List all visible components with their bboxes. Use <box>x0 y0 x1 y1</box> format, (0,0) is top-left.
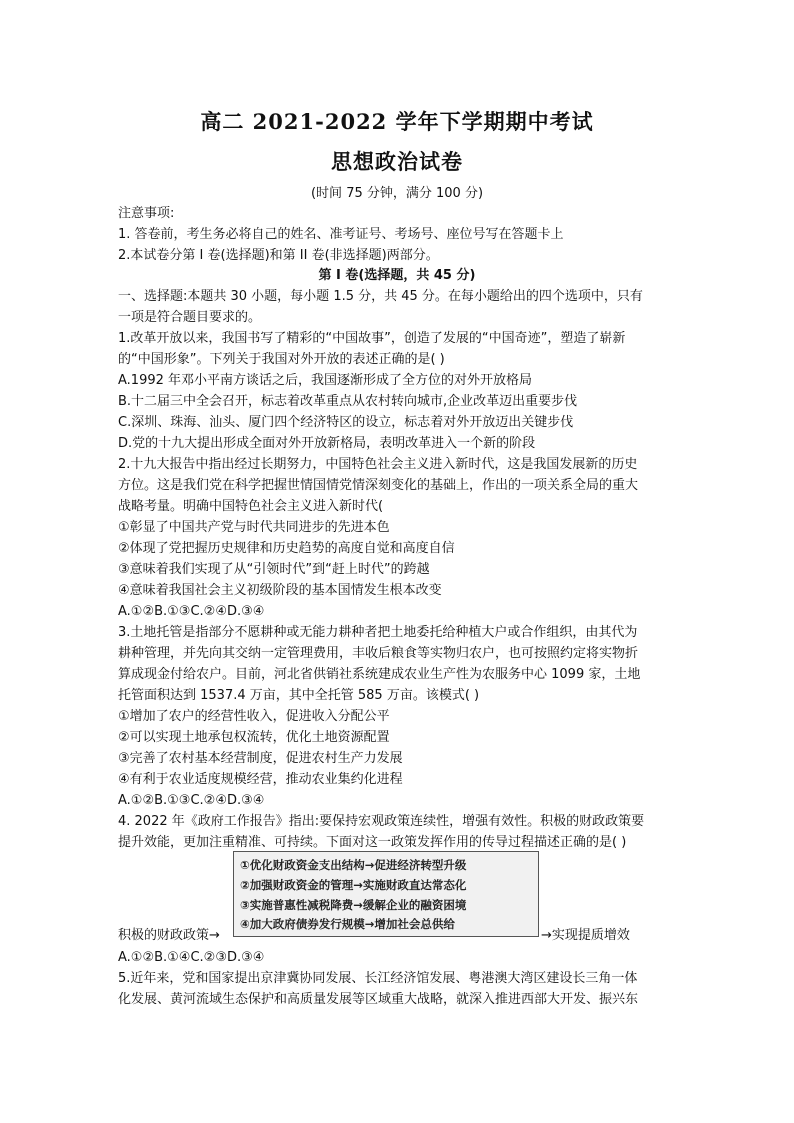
statement-line: ①彰显了中国共产党与时代共同进步的先进本色 <box>118 520 390 535</box>
text-line: 一、选择题:本题共 30 小题，每小题 1.5 分，共 45 分。在每小题给出的四个选项中，只有 <box>118 289 643 304</box>
question-line: 4. 2022 年《政府工作报告》指出:要保持宏观政策连续性，增强有效性。积极的财政政策要 <box>118 814 645 829</box>
diagram-step: ②加强财政资金的管理→实施财政直达常态化 <box>240 878 467 892</box>
notes-heading: 注意事项: <box>118 206 175 221</box>
statement-line: ②体现了党把握历史规律和历史趋势的高度自觉和高度自信 <box>118 541 455 556</box>
question-line: 5.近年来，党和国家提出京津冀协同发展、长江经济馆发展、粤港澳大湾区建设长三角一体 <box>118 971 638 986</box>
exam-title: 高二 2021-2022 学年下学期期中考试 <box>200 109 594 134</box>
question-line: 耕种管理，并先向其交纳一定管理费用，丰收后粮食等实物归农户，也可按照约定将实物折 <box>118 646 639 661</box>
question-line: 方位。这是我们党在科学把握世情国情党情深刻变化的基础上，作出的一项关系全局的重大 <box>118 478 639 493</box>
statement-line: ③完善了农村基本经营制度，促进农村生产力发展 <box>118 751 403 766</box>
answer-options: A.①②B.①③C.②④D.③④ <box>118 604 265 619</box>
statement-line: ①增加了农户的经营性收入，促进收入分配公平 <box>118 709 390 724</box>
question-line: 化发展、黄河流域生态保护和高质量发展等区域重大战略，就深入推进西部大开发、振兴东 <box>118 992 639 1007</box>
question-line: 算成现金付给农户。目前，河北省供销社系统建成农业生产性为农服务中心 1099 家，土地 <box>118 667 641 682</box>
option-line: C.深圳、珠海、汕头、厦门四个经济特区的设立，标志着对外开放迈出关键步伐 <box>118 415 574 430</box>
exam-subject: 思想政治试卷 <box>331 149 463 174</box>
question-line: 托管面积达到 1537.4 万亩，其中全托管 585 万亩。该模式( ) <box>118 688 480 703</box>
question-line: 3.土地托管是指部分不愿耕种或无能力耕种者把土地委托给种植大户或合作组织，由其代为 <box>118 625 638 640</box>
note-line: 2.本试卷分第 I 卷(选择题)和第 II 卷(非选择题)两部分。 <box>118 248 439 263</box>
option-line: A.1992 年邓小平南方谈话之后，我国逐渐形成了全方位的对外开放格局 <box>118 373 533 388</box>
section-title: 第 I 卷(选择题，共 45 分) <box>318 268 476 283</box>
diagram-left-label: 积极的财政政策→ <box>118 928 220 943</box>
answer-options: A.①②B.①④C.②③D.③④ <box>118 950 265 965</box>
statement-line: ③意味着我们实现了从“引领时代”到“赶上时代”的跨越 <box>118 562 430 577</box>
option-line: B.十二届三中全会召开，标志着改革重点从农村转向城市,企业改革迈出重要步伐 <box>118 394 578 409</box>
option-line: D.党的十九大提出形成全面对外开放新格局，表明改革进入一个新的阶段 <box>118 436 536 451</box>
text-line: 一项是符合题目要求的。 <box>118 310 262 325</box>
statement-line: ④有利于农业适度规模经营，推动农业集约化进程 <box>118 772 403 787</box>
statement-line: ②可以实现土地承包权流转，优化土地资源配置 <box>118 730 390 745</box>
question-line: 的“中国形象”。下列关于我国对外开放的表述正确的是( ) <box>118 352 445 367</box>
question-line: 1.改革开放以来，我国书写了精彩的“中国故事”，创造了发展的“中国奇迹”，塑造了崭新 <box>118 331 626 346</box>
question-line: 战略考量。明确中国特色社会主义进入新时代( <box>118 499 384 514</box>
answer-options: A.①②B.①③C.②④D.③④ <box>118 793 265 808</box>
note-line: 1. 答卷前，考生务必将自己的姓名、准考证号、考场号、座位号写在答题卡上 <box>118 227 564 242</box>
time-note: (时间 75 分钟，满分 100 分) <box>310 186 484 201</box>
diagram-step: ③实施普惠性减税降费→缓解企业的融资困境 <box>240 898 467 912</box>
diagram-step: ①优化财政资金支出结构→促进经济转型升级 <box>240 858 467 872</box>
statement-line: ④意味着我国社会主义初级阶段的基本国情发生根本改变 <box>118 583 442 598</box>
diagram-step: ④加大政府债券发行规模→增加社会总供给 <box>240 917 455 931</box>
policy-transmission-diagram <box>233 851 539 937</box>
diagram-right-label: →实现提质增效 <box>541 928 630 943</box>
question-line: 提升效能，更加注重精准、可持续。下面对这一政策发挥作用的传导过程描述正确的是( ) <box>118 835 627 850</box>
question-line: 2.十九大报告中指出经过长期努力，中国特色社会主义进入新时代，这是我国发展新的历史 <box>118 457 638 472</box>
